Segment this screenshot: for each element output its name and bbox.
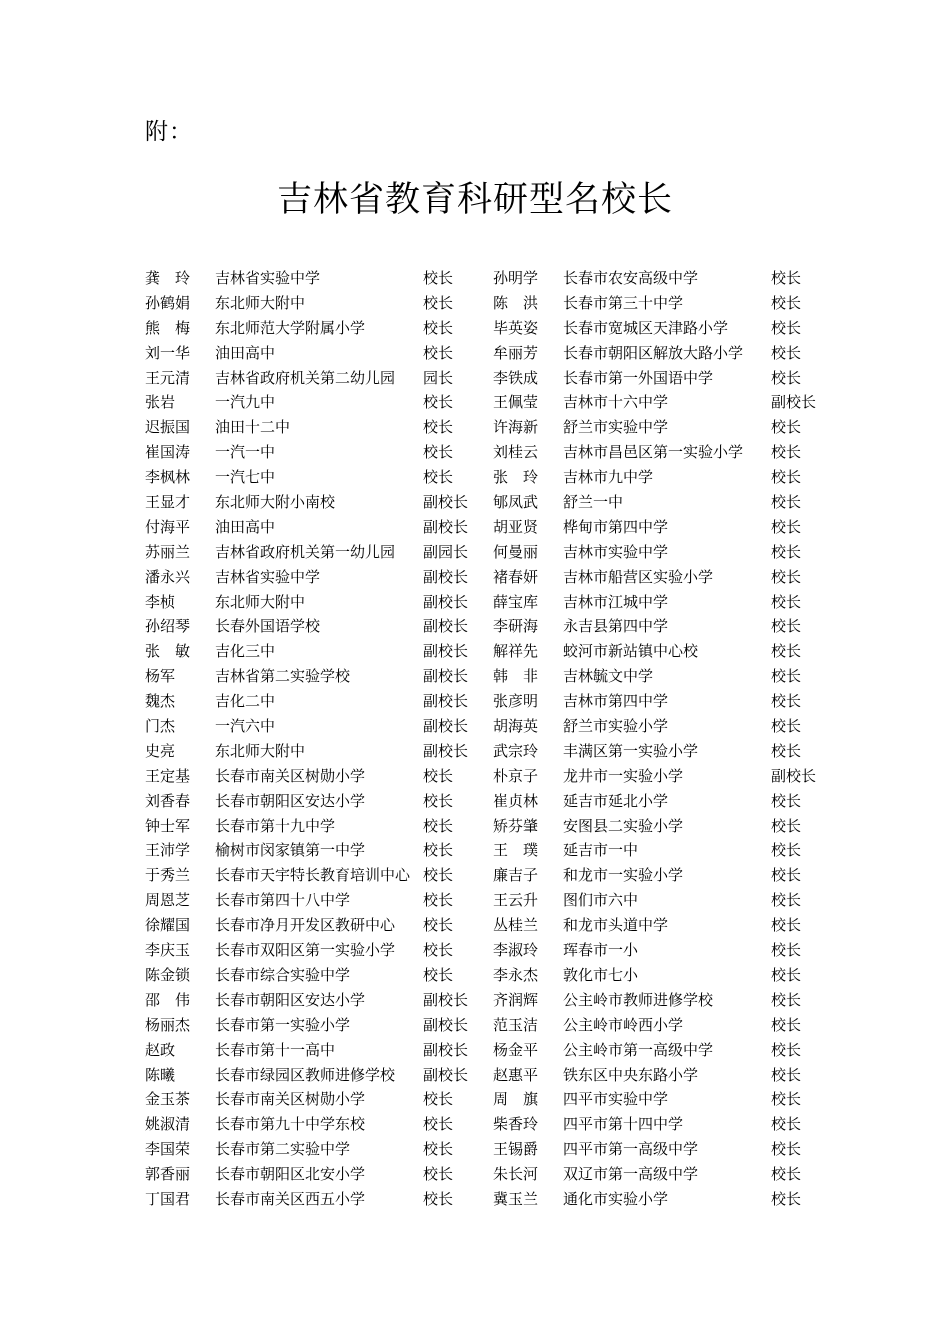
school-left: 吉林省政府机关第二幼儿园 (215, 368, 396, 387)
name-right: 杨金平 (493, 1040, 539, 1059)
school-left: 长春市第十九中学 (215, 816, 336, 835)
position-right: 校长 (771, 741, 802, 760)
name-left: 龚 玲 (145, 269, 191, 287)
position-right: 校长 (771, 1115, 802, 1134)
roster-row (145, 789, 845, 814)
school-right: 图们市六中 (563, 891, 639, 910)
school-left: 一汽一中 (215, 443, 276, 462)
school-right: 长春市第一外国语中学 (563, 368, 714, 387)
roster-row (145, 291, 845, 316)
school-left: 东北师大附中 (215, 592, 306, 611)
name-left: 陈金锁 (145, 965, 191, 984)
position-left: 校长 (423, 816, 454, 835)
position-left: 校长 (423, 318, 454, 337)
position-right: 校长 (771, 592, 802, 611)
position-right: 校长 (771, 717, 802, 736)
position-right: 副校长 (771, 766, 817, 785)
name-left: 王沛学 (145, 841, 191, 860)
position-right: 校长 (771, 941, 802, 960)
name-right: 赵惠平 (493, 1065, 539, 1084)
roster-row (145, 1162, 845, 1187)
school-left: 长春外国语学校 (215, 617, 321, 636)
position-left: 校长 (423, 418, 454, 437)
position-left: 校长 (423, 468, 454, 487)
position-right: 校长 (771, 642, 802, 661)
page-title: 吉林省教育科研型名校长 (276, 180, 673, 220)
position-left: 校长 (423, 965, 454, 984)
position-left: 副校长 (423, 717, 469, 736)
roster-row (145, 316, 845, 341)
roster-row (145, 913, 845, 938)
position-left: 校长 (423, 1189, 454, 1208)
roster-row (145, 565, 845, 590)
school-right: 双辽市第一高级中学 (563, 1165, 699, 1184)
position-right: 校长 (771, 965, 802, 984)
roster-row (145, 614, 845, 639)
roster-row (145, 764, 845, 789)
name-right: 冀玉兰 (493, 1189, 539, 1208)
position-left: 副校长 (423, 617, 469, 636)
position-left: 园长 (423, 368, 454, 387)
position-right: 校长 (771, 567, 802, 586)
school-left: 榆树市闵家镇第一中学 (215, 841, 366, 860)
name-left: 潘永兴 (145, 567, 191, 586)
name-right: 廉吉子 (493, 866, 539, 885)
roster-row (145, 814, 845, 839)
name-left: 张 敏 (145, 642, 191, 661)
name-left: 郭香丽 (145, 1165, 191, 1184)
school-left: 长春市第二实验中学 (215, 1140, 351, 1159)
school-right: 吉林市昌邑区第一实验小学 (563, 443, 744, 462)
position-right: 校长 (771, 1189, 802, 1208)
position-right: 校长 (771, 517, 802, 536)
name-left: 王定基 (145, 766, 191, 785)
school-right: 长春市第三十中学 (563, 293, 684, 312)
school-left: 东北师范大学附属小学 (215, 318, 366, 337)
roster-row (145, 1038, 845, 1063)
school-right: 延吉市延北小学 (563, 791, 669, 810)
name-right: 解祥先 (493, 642, 539, 661)
school-right: 延吉市一中 (563, 841, 639, 860)
school-left: 长春市绿园区教师进修学校 (215, 1065, 396, 1084)
school-right: 吉林市九中学 (563, 468, 654, 487)
position-left: 校长 (423, 866, 454, 885)
name-left: 史亮 (145, 741, 176, 760)
name-right: 陈 洪 (493, 293, 539, 312)
roster-row (145, 490, 845, 515)
name-left: 张岩 (145, 393, 176, 412)
position-right: 校长 (771, 916, 802, 935)
name-left: 刘香春 (145, 791, 191, 810)
name-right: 范玉洁 (493, 1015, 539, 1034)
school-left: 东北师大附小南校 (215, 493, 336, 512)
name-left: 李桢 (145, 592, 176, 611)
school-left: 长春市综合实验中学 (215, 965, 351, 984)
roster-row (145, 714, 845, 739)
position-left: 校长 (423, 1115, 454, 1134)
position-right: 校长 (771, 269, 802, 287)
school-right: 通化市实验小学 (563, 1189, 669, 1208)
school-left: 一汽六中 (215, 717, 276, 736)
position-left: 副校长 (423, 567, 469, 586)
position-left: 校长 (423, 916, 454, 935)
position-left: 副校长 (423, 1065, 469, 1084)
school-left: 长春市第九十中学东校 (215, 1115, 366, 1134)
position-right: 校长 (771, 293, 802, 312)
school-right: 桦甸市第四中学 (563, 517, 669, 536)
roster-row (145, 863, 845, 888)
school-left: 东北师大附中 (215, 741, 306, 760)
name-right: 朴京子 (493, 766, 539, 785)
name-left: 钟士军 (145, 816, 191, 835)
name-left: 王元清 (145, 368, 191, 387)
name-right: 崔贞林 (493, 791, 539, 810)
name-right: 李研海 (493, 617, 539, 636)
school-right: 舒兰一中 (563, 493, 624, 512)
name-right: 柴香玲 (493, 1115, 539, 1134)
roster-row (145, 664, 845, 689)
school-right: 舒兰市实验中学 (563, 418, 669, 437)
roster-row (145, 590, 845, 615)
school-left: 吉林省实验中学 (215, 269, 321, 287)
roster-row (145, 440, 845, 465)
position-right: 校长 (771, 990, 802, 1009)
roster-row (145, 963, 845, 988)
position-left: 副校长 (423, 741, 469, 760)
roster-row (145, 366, 845, 391)
name-left: 王显才 (145, 493, 191, 512)
name-right: 李铁成 (493, 368, 539, 387)
name-right: 韩 非 (493, 667, 539, 686)
position-right: 校长 (771, 1065, 802, 1084)
name-right: 孙明学 (493, 269, 539, 287)
name-right: 王 璞 (493, 841, 539, 860)
name-right: 王云升 (493, 891, 539, 910)
name-left: 孙鹤娟 (145, 293, 191, 312)
position-right: 校长 (771, 318, 802, 337)
name-right: 周 旗 (493, 1090, 539, 1109)
name-left: 姚淑清 (145, 1115, 191, 1134)
roster-row (145, 1087, 845, 1112)
school-left: 吉林省第二实验学校 (215, 667, 351, 686)
school-left: 长春市双阳区第一实验小学 (215, 941, 396, 960)
school-left: 长春市净月开发区教研中心 (215, 916, 396, 935)
name-left: 金玉茶 (145, 1090, 191, 1109)
roster-row (145, 838, 845, 863)
school-left: 长春市南关区树勋小学 (215, 766, 366, 785)
school-right: 珲春市一小 (563, 941, 639, 960)
school-left: 吉化三中 (215, 642, 276, 661)
name-right: 李永杰 (493, 965, 539, 984)
position-right: 校长 (771, 468, 802, 487)
name-right: 毕英姿 (493, 318, 539, 337)
name-right: 丛桂兰 (493, 916, 539, 935)
position-right: 校长 (771, 791, 802, 810)
position-left: 校长 (423, 841, 454, 860)
name-left: 迟振国 (145, 418, 191, 437)
school-right: 长春市农安高级中学 (563, 269, 699, 287)
roster-row (145, 1063, 845, 1088)
school-right: 丰满区第一实验小学 (563, 741, 699, 760)
roster-row (145, 415, 845, 440)
school-left: 油田高中 (215, 517, 276, 536)
name-right: 矫芬肇 (493, 816, 539, 835)
name-left: 赵政 (145, 1040, 176, 1059)
position-right: 校长 (771, 841, 802, 860)
school-right: 吉林市实验中学 (563, 542, 669, 561)
name-left: 邵 伟 (145, 990, 191, 1009)
school-right: 公主岭市第一高级中学 (563, 1040, 714, 1059)
name-left: 于秀兰 (145, 866, 191, 885)
position-right: 校长 (771, 343, 802, 362)
name-right: 李淑玲 (493, 941, 539, 960)
school-right: 舒兰市实验小学 (563, 717, 669, 736)
roster-row (145, 988, 845, 1013)
school-right: 吉林市第四中学 (563, 692, 669, 711)
school-right: 长春市宽城区天津路小学 (563, 318, 729, 337)
name-left: 周恩芝 (145, 891, 191, 910)
position-left: 校长 (423, 766, 454, 785)
school-right: 永吉县第四中学 (563, 617, 669, 636)
school-right: 四平市实验中学 (563, 1090, 669, 1109)
position-right: 校长 (771, 866, 802, 885)
name-left: 魏杰 (145, 692, 176, 711)
school-left: 长春市天宇特长教育培训中心 (215, 866, 411, 885)
school-left: 长春市第四十八中学 (215, 891, 351, 910)
attachment-label: 附： (145, 119, 193, 145)
name-right: 褚春妍 (493, 567, 539, 586)
school-right: 四平市第十四中学 (563, 1115, 684, 1134)
school-right: 公主岭市教师进修学校 (563, 990, 714, 1009)
roster-row (145, 639, 845, 664)
position-right: 校长 (771, 418, 802, 437)
position-left: 副校长 (423, 592, 469, 611)
position-left: 副校长 (423, 517, 469, 536)
position-right: 副校长 (771, 393, 817, 412)
school-right: 公主岭市岭西小学 (563, 1015, 684, 1034)
position-left: 校长 (423, 293, 454, 312)
position-right: 校长 (771, 443, 802, 462)
name-right: 齐润辉 (493, 990, 539, 1009)
position-left: 校长 (423, 891, 454, 910)
school-right: 四平市第一高级中学 (563, 1140, 699, 1159)
school-left: 长春市朝阳区安达小学 (215, 791, 366, 810)
school-right: 吉林市江城中学 (563, 592, 669, 611)
name-left: 李枫林 (145, 468, 191, 487)
position-right: 校长 (771, 617, 802, 636)
principal-roster (145, 266, 845, 1212)
name-right: 牟丽芳 (493, 343, 539, 362)
school-left: 吉化二中 (215, 692, 276, 711)
name-right: 张彦明 (493, 692, 539, 711)
school-right: 和龙市一实验小学 (563, 866, 684, 885)
school-right: 铁东区中央东路小学 (563, 1065, 699, 1084)
name-right: 王锡爵 (493, 1140, 539, 1159)
position-right: 校长 (771, 1090, 802, 1109)
name-left: 门杰 (145, 717, 176, 736)
position-right: 校长 (771, 1165, 802, 1184)
school-right: 吉林毓文中学 (563, 667, 654, 686)
name-left: 李庆玉 (145, 941, 191, 960)
name-right: 张 玲 (493, 468, 539, 487)
roster-row (145, 888, 845, 913)
school-right: 和龙市头道中学 (563, 916, 669, 935)
roster-row (145, 341, 845, 366)
name-left: 杨军 (145, 667, 176, 686)
name-left: 丁国君 (145, 1189, 191, 1208)
school-right: 吉林市十六中学 (563, 393, 669, 412)
position-left: 校长 (423, 1165, 454, 1184)
position-left: 副校长 (423, 1015, 469, 1034)
school-left: 东北师大附中 (215, 293, 306, 312)
name-right: 王佩莹 (493, 393, 539, 412)
name-right: 胡亚贤 (493, 517, 539, 536)
position-left: 副校长 (423, 692, 469, 711)
position-left: 校长 (423, 1090, 454, 1109)
name-left: 徐耀国 (145, 916, 191, 935)
position-right: 校长 (771, 891, 802, 910)
name-right: 武宗玲 (493, 741, 539, 760)
school-right: 蛟河市新站镇中心校 (563, 642, 699, 661)
position-left: 校长 (423, 343, 454, 362)
roster-row (145, 739, 845, 764)
position-right: 校长 (771, 692, 802, 711)
school-left: 一汽九中 (215, 393, 276, 412)
name-left: 苏丽兰 (145, 542, 191, 561)
name-left: 杨丽杰 (145, 1015, 191, 1034)
name-left: 刘一华 (145, 343, 191, 362)
position-left: 校长 (423, 791, 454, 810)
school-left: 长春市朝阳区北安小学 (215, 1165, 366, 1184)
school-left: 一汽七中 (215, 468, 276, 487)
position-left: 副校长 (423, 642, 469, 661)
position-left: 校长 (423, 1140, 454, 1159)
name-left: 陈曦 (145, 1065, 176, 1084)
roster-row (145, 689, 845, 714)
school-right: 龙井市一实验小学 (563, 766, 684, 785)
position-left: 校长 (423, 443, 454, 462)
name-right: 薛宝库 (493, 592, 539, 611)
school-left: 油田十二中 (215, 418, 291, 437)
name-left: 熊 梅 (145, 318, 191, 337)
school-left: 油田高中 (215, 343, 276, 362)
school-right: 吉林市船营区实验小学 (563, 567, 714, 586)
school-left: 吉林省实验中学 (215, 567, 321, 586)
position-left: 校长 (423, 393, 454, 412)
roster-row (145, 266, 845, 291)
position-left: 副校长 (423, 1040, 469, 1059)
name-right: 郇凤武 (493, 493, 539, 512)
school-left: 长春市朝阳区安达小学 (215, 990, 366, 1009)
position-right: 校长 (771, 1140, 802, 1159)
name-left: 崔国涛 (145, 443, 191, 462)
position-right: 校长 (771, 542, 802, 561)
position-right: 校长 (771, 1040, 802, 1059)
roster-row (145, 390, 845, 415)
position-left: 副校长 (423, 990, 469, 1009)
roster-row (145, 465, 845, 490)
name-left: 孙绍琴 (145, 617, 191, 636)
school-left: 长春市第一实验小学 (215, 1015, 351, 1034)
name-left: 付海平 (145, 517, 191, 536)
school-left: 长春市南关区树勋小学 (215, 1090, 366, 1109)
name-right: 许海新 (493, 418, 539, 437)
position-right: 校长 (771, 816, 802, 835)
school-right: 安图县二实验小学 (563, 816, 684, 835)
position-left: 副校长 (423, 667, 469, 686)
school-left: 长春市第十一高中 (215, 1040, 336, 1059)
position-left: 副园长 (423, 542, 469, 561)
school-left: 长春市南关区西五小学 (215, 1189, 366, 1208)
roster-row (145, 1013, 845, 1038)
name-right: 何曼丽 (493, 542, 539, 561)
school-right: 长春市朝阳区解放大路小学 (563, 343, 744, 362)
position-left: 校长 (423, 941, 454, 960)
name-right: 朱长河 (493, 1165, 539, 1184)
position-right: 校长 (771, 493, 802, 512)
roster-row (145, 1187, 845, 1212)
roster-row (145, 515, 845, 540)
roster-row (145, 938, 845, 963)
school-left: 吉林省政府机关第一幼儿园 (215, 542, 396, 561)
position-left: 副校长 (423, 493, 469, 512)
roster-row (145, 540, 845, 565)
roster-row (145, 1112, 845, 1137)
position-right: 校长 (771, 1015, 802, 1034)
school-right: 敦化市七小 (563, 965, 639, 984)
position-right: 校长 (771, 667, 802, 686)
roster-row (145, 1137, 845, 1162)
name-right: 胡海英 (493, 717, 539, 736)
position-right: 校长 (771, 368, 802, 387)
position-left: 校长 (423, 269, 454, 287)
name-left: 李国荣 (145, 1140, 191, 1159)
name-right: 刘桂云 (493, 443, 539, 462)
